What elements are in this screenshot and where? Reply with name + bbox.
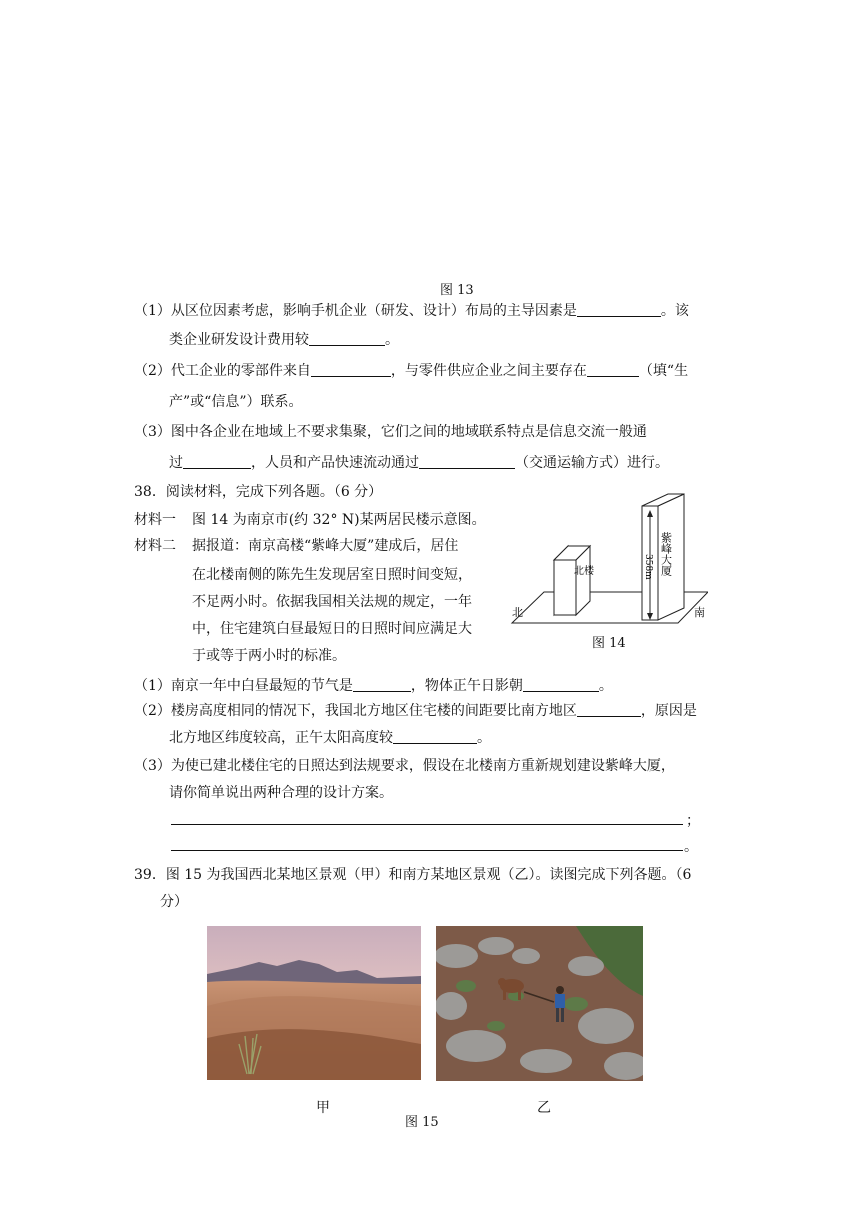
figure-14-diagram (508, 490, 708, 650)
height-label: 358m (643, 554, 653, 580)
answer-blank[interactable] (523, 677, 599, 692)
q37-p1-text-c: 类企业研发设计费用较 (169, 332, 309, 348)
q39-title-line2: 分） (160, 894, 188, 910)
q38-material2-label: 材料二 (134, 538, 176, 554)
figure-14-caption: 图 14 (592, 636, 626, 651)
photo-b-label: 乙 (537, 1100, 551, 1116)
q39-title-line1: 39．图 15 为我国西北某地区景观（甲）和南方某地区景观（乙）。读图完成下列各题。（6 (134, 867, 692, 883)
q37-part3-line2 (169, 452, 669, 472)
q37-p2-text-c: （填“生 (638, 363, 689, 379)
answer-line-1-end: ； (686, 813, 700, 829)
q38-material2-line4: 中，住宅建筑白昼最短日的日照时间应满足大 (192, 621, 472, 637)
q37-p1-text-b: 。该 (660, 303, 689, 319)
q38-p2-text-d: 。 (477, 730, 491, 746)
figure-13-caption: 图 13 (440, 283, 474, 298)
karst-farming-photo (436, 926, 643, 1081)
q37-p2-text-a: （2）代工企业的零部件来自 (134, 363, 311, 379)
answer-blank[interactable] (309, 331, 385, 346)
q38-p2-text-a: （2）楼房高度相同的情况下，我国北方地区住宅楼的间距要比南方地区 (134, 703, 577, 719)
answer-blank[interactable] (577, 302, 661, 317)
answer-line-2[interactable] (171, 834, 683, 851)
answer-blank[interactable] (311, 362, 391, 377)
answer-blank[interactable] (183, 454, 251, 469)
north-building-label: 北楼 (574, 566, 594, 577)
q38-title: 38．阅读材料，完成下列各题。（6 分） (134, 484, 383, 500)
q37-part2-line2: 产”或“信息”）联系。 (169, 394, 303, 410)
tower-label: 紫峰大厦 (659, 532, 673, 576)
q37-p3-text-b: 过 (169, 455, 183, 471)
south-label: 南 (694, 606, 705, 619)
photo-a-label: 甲 (316, 1100, 330, 1116)
answer-line-1[interactable] (171, 808, 683, 825)
q38-part3-line2: 请你简单说出两种合理的设计方案。 (169, 785, 393, 801)
q38-material2-line5: 于或等于两小时的标准。 (192, 648, 346, 664)
q37-p2-text-b: ，与零件供应企业之间主要存在 (390, 363, 587, 379)
q38-material2-line2: 在北楼南侧的陈先生发现居室日照时间变短， (192, 567, 472, 583)
north-label: 北 (512, 606, 523, 619)
q37-part2-line1 (134, 360, 688, 380)
q37-p3-text-c: ，人员和产品快速流动通过 (251, 455, 419, 471)
q37-p3-text-d: （交通运输方式）进行。 (515, 455, 669, 471)
q37-part1-line1 (134, 300, 689, 320)
answer-blank[interactable] (353, 677, 411, 692)
answer-blank[interactable] (393, 729, 477, 744)
q38-p2-text-b: ，原因是 (640, 703, 697, 719)
q38-material2-line1: 据报道：南京高楼“紫峰大厦”建成后，居住 (192, 538, 459, 554)
q38-part1 (134, 675, 613, 695)
q37-p1-text-a: （1）从区位因素考虑，影响手机企业（研发、设计）布局的主导因素是 (134, 303, 577, 319)
answer-line-2-end: 。 (684, 839, 698, 855)
north-building (554, 546, 590, 615)
q38-p2-text-c: 北方地区纬度较高，正午太阳高度较 (169, 730, 393, 746)
answer-blank[interactable] (419, 454, 515, 469)
figure-15-caption: 图 15 (405, 1115, 439, 1130)
q38-p1-text-c: 。 (598, 678, 613, 694)
answer-blank[interactable] (587, 362, 639, 377)
q38-p1-text-a: （1）南京一年中白昼最短的节气是 (134, 678, 353, 694)
q38-p1-text-b: ，物体正午日影朝 (410, 678, 523, 694)
q38-part3-line1: （3）为使已建北楼住宅的日照达到法规要求，假设在北楼南方重新规划建设紫峰大厦， (134, 758, 675, 774)
q38-material1-text: 图 14 为南京市(约 32° N)某两居民楼示意图。 (192, 512, 486, 528)
q37-part1-line2 (169, 329, 399, 349)
q37-part3-line1: （3）图中各企业在地域上不要求集聚，它们之间的地域联系特点是信息交流一般通 (134, 424, 647, 440)
q38-part2-line2 (169, 727, 491, 747)
q38-part2-line1 (134, 700, 697, 720)
q38-material2-line3: 不足两小时。依据我国相关法规的规定，一年 (192, 594, 472, 610)
desert-landscape-photo (207, 926, 421, 1080)
answer-blank[interactable] (577, 702, 641, 717)
q38-material1-label: 材料一 (134, 512, 176, 528)
q37-p1-text-d: 。 (385, 332, 399, 348)
